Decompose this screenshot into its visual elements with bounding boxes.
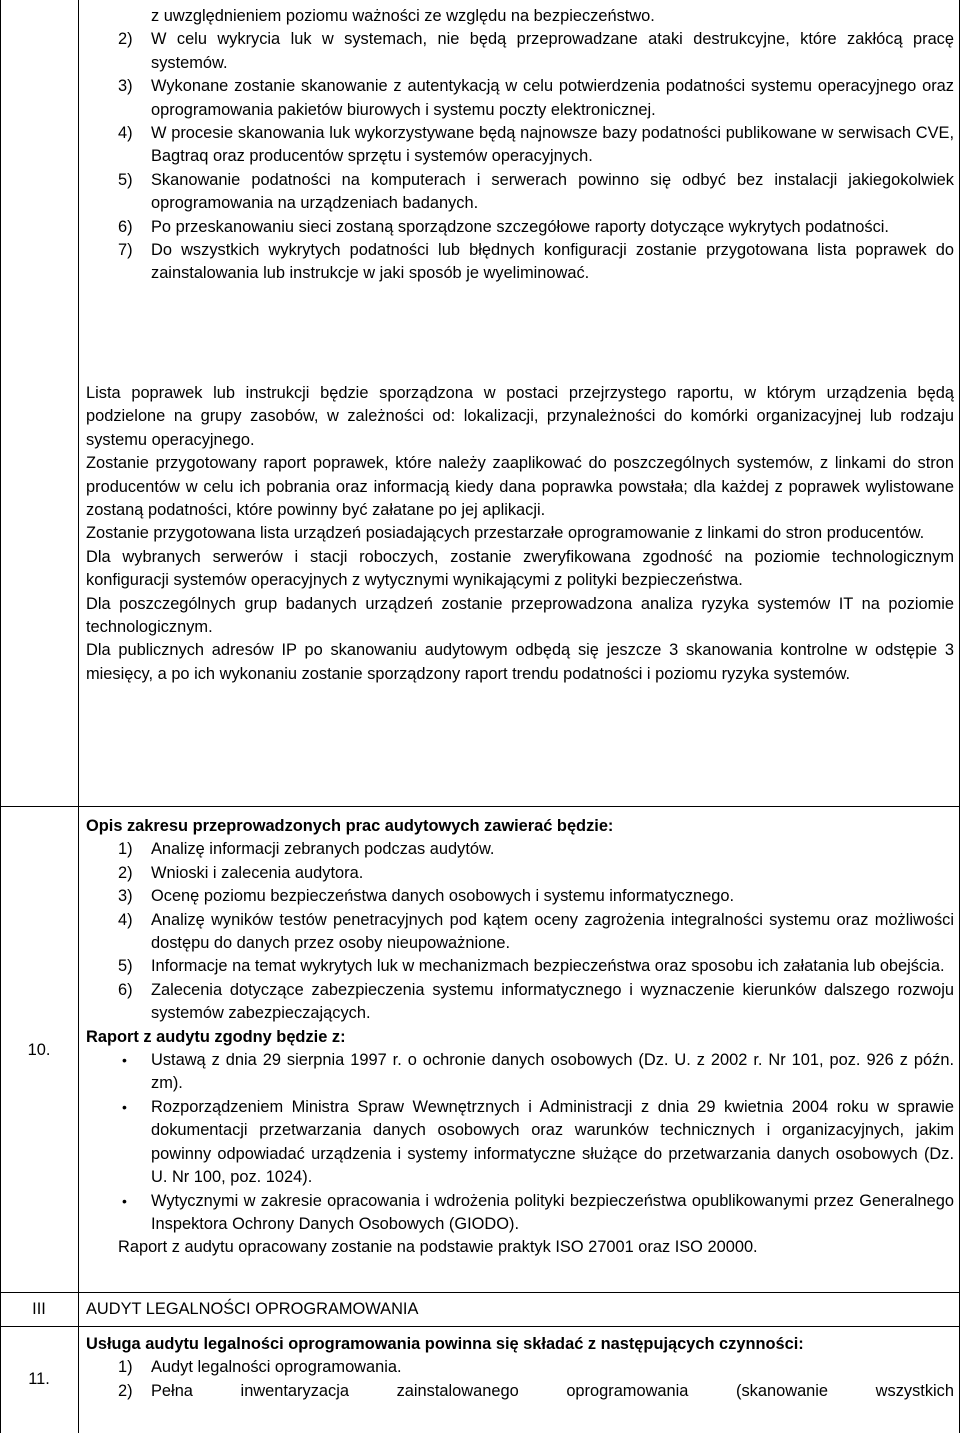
table-column-divider: [78, 0, 79, 1433]
scanning-steps-list: [86, 28, 954, 285]
list-item: 1) Audyt legalności oprogramowania.: [118, 1358, 402, 1377]
report-heading: Raport z audytu zgodny będzie z:: [86, 1027, 346, 1046]
row-divider-11: [0, 1326, 960, 1327]
row-number-10: 10.: [27, 1041, 51, 1059]
paragraph: Dla poszczególnych grup badanych urządzeń zostanie przeprowadzona analiza ryzyka systemów IT na poziomie technologicznym.: [86, 594, 954, 637]
list-item: 3) Wykonane zostanie skanowanie z autentykacją w celu potwierdzenia podatności systemu operacyjnego oraz oprogramowania pakietów biurowych i systemu poczty elektronicznej.: [118, 77, 954, 119]
paragraph: Lista poprawek lub instrukcji będzie sporządzona w postaci przejrzystego raportu, w którym urządzenia będą podzielone na grupy zasobów, w zależności od: lokalizacji, przynależności do komórki organizacyjnej lub rodzaju systemu operacyjnego.: [86, 384, 954, 449]
row-10-heading: Opis zakresu przeprowadzonych prac audytowych zawierać będzie:: [86, 817, 614, 835]
row-divider-10: [0, 806, 960, 807]
row-10-content: [86, 815, 954, 1260]
list-item: 4) W procesie skanowania luk wykorzystywane będą najnowsze bazy podatności publikowane w serwisach CVE, Bagtraq oraz producentów sprzętu i systemów operacyjnych.: [118, 124, 954, 166]
row-11-content: [86, 1333, 954, 1403]
section-number-3: III: [32, 1300, 46, 1318]
audit-scope-list: [86, 838, 954, 1025]
top-section-paragraphs: [86, 382, 954, 686]
paragraph: Zostanie przygotowany raport poprawek, które należy zaaplikować do poszczególnych systemów, z linkami do stron producentów w celu ich pobrania oraz informacją kiedy dana poprawka powstała; dla każdej z poprawek wylistowane zostaną podatności, które powinny być załatane po jej aplikacji.: [86, 454, 954, 520]
list-item: • Ustawą z dnia 29 sierpnia 1997 r. o ochronie danych osobowych (Dz. U. z 2002 r. Nr 101, poz. 926 z późn. zm).: [122, 1051, 954, 1093]
report-closing-note: Raport z audytu opracowany zostanie na podstawie praktyk ISO 27001 oraz ISO 20000.: [118, 1238, 758, 1257]
compliance-bullet-list: [86, 1049, 954, 1236]
legality-audit-list: [86, 1356, 954, 1403]
paragraph: Dla wybranych serwerów i stacji roboczych, zostanie zweryfikowana zgodność na poziomie technologicznym konfiguracji systemów operacyjnych z wytycznymi wynikającymi z polityki bezpieczeństwa.: [86, 547, 954, 590]
paragraph: Dla publicznych adresów IP po skanowaniu audytowym odbędą się jeszcze 3 skanowania kontrolne w odstępie 3 miesięcy, a po ich wykonaniu zostanie sporządzony raport trendu podatności i poziomu ryzyka systemów.: [86, 641, 954, 683]
list-item: 5) Informacje na temat wykrytych luk w mechanizmach bezpieczeństwa oraz sposobu ich załatania lub obejścia.: [118, 957, 945, 976]
list-item: 6) Po przeskanowaniu sieci zostaną sporządzone szczegółowe raporty dotyczące wykrytych podatności.: [118, 217, 889, 236]
list-item: 4) Analizę wyników testów penetracyjnych pod kątem oceny zagrożenia integralności systemu oraz możliwości dostępu do danych przez osoby nieupoważnione.: [118, 910, 954, 953]
section-3-title: AUDYT LEGALNOŚCI OPROGRAMOWANIA: [86, 1300, 419, 1318]
list-item: 7) Do wszystkich wykrytych podatności lub błędnych konfiguracji zostanie przygotowana lista poprawek do zainstalowania lub instrukcje w jaki sposób je wyeliminować.: [118, 241, 954, 283]
list-item: 1) Analizę informacji zebranych podczas audytów.: [118, 840, 495, 859]
list-item: 2) Wnioski i zalecenia audytora.: [118, 863, 364, 882]
row-11-heading: Usługa audytu legalności oprogramowania powinna się składać z następujących czynności:: [86, 1335, 804, 1353]
list-item: 2) Pełna inwentaryzacja zainstalowanego oprogramowania (skanowanie wszystkich: [118, 1381, 954, 1400]
bullet-icon: •: [122, 1098, 127, 1115]
bullet-icon: •: [122, 1192, 127, 1209]
list-continuation-text: z uwzględnieniem poziomu ważności ze względu na bezpieczeństwo.: [151, 7, 655, 25]
row-divider-section-3: [0, 1292, 960, 1293]
list-item: • Rozporządzeniem Ministra Spraw Wewnętrznych i Administracji z dnia 29 kwietnia 2004 roku w sprawie dokumentacji przetwarzania danych osobowych oraz warunków technicznych i organizacyjnych, jakim powinny odpowiadać urządzenia i systemy informatyczne służące do przetwarzania danych osobowych (Dz. U. Nr 100, poz. 1024).: [122, 1097, 954, 1187]
list-item: 5) Skanowanie podatności na komputerach i serwerach powinno się odbyć bez instalacji jakiegokolwiek oprogramowania na urządzeniach badanych.: [118, 170, 954, 213]
list-item: 3) Ocenę poziomu bezpieczeństwa danych osobowych i systemu informatycznego.: [118, 887, 735, 906]
list-item: 6) Zalecenia dotyczące zabezpieczenia systemu informatycznego i wyznaczenie kierunków dalszego rozwoju systemów zabezpieczających.: [118, 980, 954, 1023]
list-item: • Wytycznymi w zakresie opracowania i wdrożenia polityki bezpieczeństwa opublikowanymi przez Generalnego Inspektora Ochrony Danych Osobowych (GIODO).: [122, 1191, 954, 1233]
list-item: 2) W celu wykrycia luk w systemach, nie będą przeprowadzane ataki destrukcyjne, które zakłócą pracę systemów.: [118, 30, 954, 72]
table-left-border: [0, 0, 1, 1433]
paragraph: Zostanie przygotowana lista urządzeń posiadających przestarzałe oprogramowanie z linkami do stron producentów.: [86, 524, 925, 543]
bullet-icon: •: [122, 1052, 127, 1069]
row-number-11: 11.: [28, 1370, 50, 1388]
top-section-list: [86, 5, 954, 286]
